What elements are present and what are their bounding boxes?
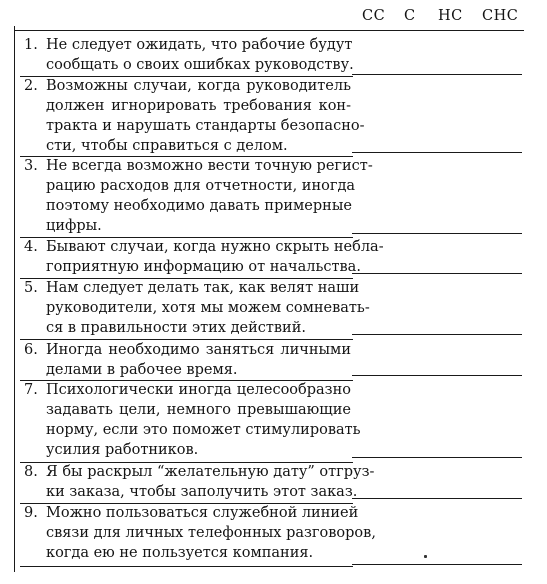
- question-line: усилия работников.: [46, 442, 199, 458]
- question-text: [46, 156, 373, 236]
- answer-line: [352, 273, 522, 274]
- question-text: [46, 278, 370, 338]
- question-line: гоприятную информацию от начальства.: [46, 259, 361, 275]
- question-number: 8.: [24, 464, 38, 480]
- question-number: 2.: [24, 78, 38, 94]
- question-line: Нам следует делать так, как велят наши: [46, 280, 360, 296]
- answer-line: [352, 375, 522, 376]
- question-line: ки заказа, чтобы заполучить этот заказ.: [46, 484, 358, 500]
- question-number: 1.: [24, 37, 38, 53]
- question-line: руководители, хотя мы можем сомневать-: [46, 300, 370, 316]
- column-header-s: С: [404, 8, 416, 24]
- question-line: должен игнорировать требования кон-: [46, 98, 351, 114]
- column-header-ss: СС: [362, 8, 386, 24]
- question-line: рацию расходов для отчетности, иногда: [46, 178, 356, 194]
- answer-line: [352, 233, 522, 234]
- question-line: Я бы раскрыл “желательную дату” отгруз-: [46, 464, 375, 480]
- answer-line: [352, 457, 522, 458]
- question-text: [46, 380, 361, 460]
- question-number: 9.: [24, 505, 38, 521]
- question-line: Можно пользоваться служебной линией: [46, 505, 359, 521]
- answer-line: [352, 564, 522, 565]
- question-line: норму, если это поможет стимулировать: [46, 422, 361, 438]
- column-header-ns: НС: [438, 8, 463, 24]
- question-text: [46, 462, 375, 502]
- left-border-line: [14, 26, 15, 572]
- question-number: 6.: [24, 342, 38, 358]
- question-line: Иногда необходимо заняться личными: [46, 342, 351, 358]
- question-number: 5.: [24, 280, 38, 296]
- print-speck: [424, 555, 427, 558]
- question-number: 3.: [24, 158, 38, 174]
- question-line: когда ею не пользуется компания.: [46, 545, 314, 561]
- question-line: Бывают случаи, когда нужно скрыть небла-: [46, 239, 384, 255]
- question-text: [46, 237, 384, 277]
- question-number: 4.: [24, 239, 38, 255]
- question-line: ся в правильности этих действий.: [46, 320, 306, 336]
- question-line: задавать цели, немного превышающие: [46, 402, 351, 418]
- question-line: Не всегда возможно вести точную регист-: [46, 158, 373, 174]
- answer-line: [352, 152, 522, 153]
- question-line: сообщать о своих ошибках руководству.: [46, 57, 354, 73]
- question-text: [46, 340, 351, 380]
- question-line: Психологически иногда целесообразно: [46, 382, 351, 398]
- column-header-sns: СНС: [482, 8, 519, 24]
- question-line: связи для личных телефонных разговоров,: [46, 525, 376, 541]
- answer-line: [352, 334, 522, 335]
- question-text: [46, 35, 354, 75]
- question-line: тракта и нарушать стандарты безопасно-: [46, 118, 365, 134]
- question-line: поэтому необходимо давать примерные: [46, 198, 352, 214]
- question-line: Возможны случаи, когда руководитель: [46, 78, 351, 94]
- question-line: цифры.: [46, 218, 102, 234]
- question-line: Не следует ожидать, что рабочие будут: [46, 37, 353, 53]
- row-divider: [20, 566, 353, 567]
- question-line: делами в рабочее время.: [46, 362, 238, 378]
- question-text: [46, 503, 376, 563]
- question-number: 7.: [24, 382, 38, 398]
- question-text: [46, 76, 365, 156]
- header-divider: [14, 30, 524, 31]
- answer-line: [352, 498, 522, 499]
- question-line: сти, чтобы справиться с делом.: [46, 138, 288, 154]
- answer-line: [352, 74, 522, 75]
